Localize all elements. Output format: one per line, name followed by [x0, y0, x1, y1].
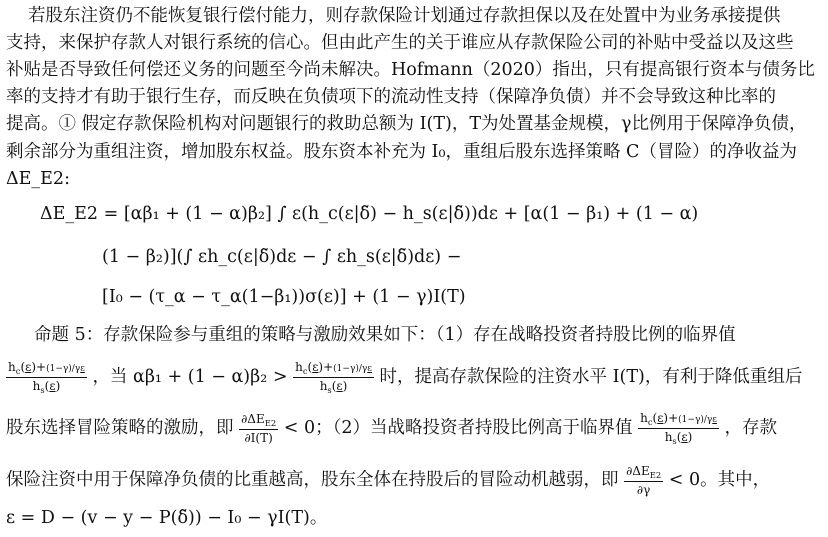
para1-line1: 若股东注资仍不能恢复银行偿付能力，则存款保险计划通过存款担保以及在处置中为业务承接提供 [28, 6, 781, 26]
threshold-fraction-2: $\frac{h_c(\varepsilon)+(1-\gamma)/\gamma\varepsilon}{h_s(\varepsilon)}$ [295, 360, 372, 395]
para2-line3 [6, 406, 822, 450]
equation-line1: ΔE_E2 = [αβ₁ + (1 − α)β₂] ∫ ε(h_c(ε|δ̃) − h_s(ε|δ̃))dε + [α(1 − β₁) + (1 − α) [40, 204, 699, 224]
para2-line2-text-b: 时，提高存款保险的注资水平 I(T)，有利于降低重组后 [379, 367, 803, 387]
para2-line2 [6, 352, 822, 402]
para1-line3: 补贴是否导致任何偿还义务的问题至今尚未解决。Hofmann（2020）指出，只有提高银行资本与债务比 [6, 60, 815, 80]
equation-line3: [I₀ − (τ_α − τ_α(1−β₁))σ(ε)] + (1 − γ)I(T) [102, 287, 466, 307]
equation-line2: (1 − β₂)](∫ εh_c(ε|δ̃)dε − ∫ εh_s(ε|δ̃)dε) − [102, 247, 462, 267]
para1-line6: 剩余部分为重组注资，增加股东权益。股东资本补充为 I₀，重组后股东选择策略 C（冒险）的净收益为 [6, 142, 797, 162]
para2-line1: 命题 5：存款保险参与重组的策略与激励效果如下：（1）存在战略投资者持股比例的临界值 [34, 325, 736, 345]
para2-line4-text-b: < 0。其中， [668, 470, 771, 490]
para1-line5: 提高。① 假定存款保险机构对问题银行的救助总额为 I(T)，T为处置基金规模，γ比例用于保障净负债， [6, 114, 807, 134]
para2-line4-text: 保险注资中用于保障净负债的比重越高，股东全体在持股后的冒险动机越弱，即 [6, 470, 619, 490]
threshold-fraction-3: $\frac{h_c(\varepsilon)+(1-\gamma)/\gamma\varepsilon}{h_s(\varepsilon)}$ [640, 411, 717, 446]
para1-line7: ΔE_E2: [6, 169, 70, 189]
para1-line2: 支持，来保护存款人对银行系统的信心。但由此产生的关于谁应从存款保险公司的补贴中受益以及这些 [6, 33, 794, 53]
para2-line4 [6, 458, 822, 502]
derivative-fraction-1: $\frac{\partial\Delta E_{E2}}{\partial I(T)}$ [241, 412, 277, 445]
para2-line3-text-b: < 0；（2）当战略投资者持股比例高于临界值 [283, 418, 633, 438]
para2-line3-text-c: ，存款 [724, 418, 778, 438]
derivative-fraction-2: $\frac{\partial\Delta E_{E2}}{\partial\gamma}$ [626, 464, 662, 497]
para2-line2-text-a: ，当 αβ₁ + (1 − α)β₂ > [92, 367, 288, 387]
para2-line5: ε = D − (v − y − P(δ̃)) − I₀ − γI(T)。 [6, 508, 328, 528]
threshold-fraction-1: $\frac{h_c(\varepsilon)+(1-\gamma)/\gamma\varepsilon}{h_s(\varepsilon)}$ [8, 360, 85, 395]
para1-line4: 率的支持才有助于银行生存，而反映在负债项下的流动性支持（保障净负债）并不会导致这种比率的 [6, 87, 776, 107]
para2-line3-text-a: 股东选择冒险策略的激励，即 [6, 418, 234, 438]
